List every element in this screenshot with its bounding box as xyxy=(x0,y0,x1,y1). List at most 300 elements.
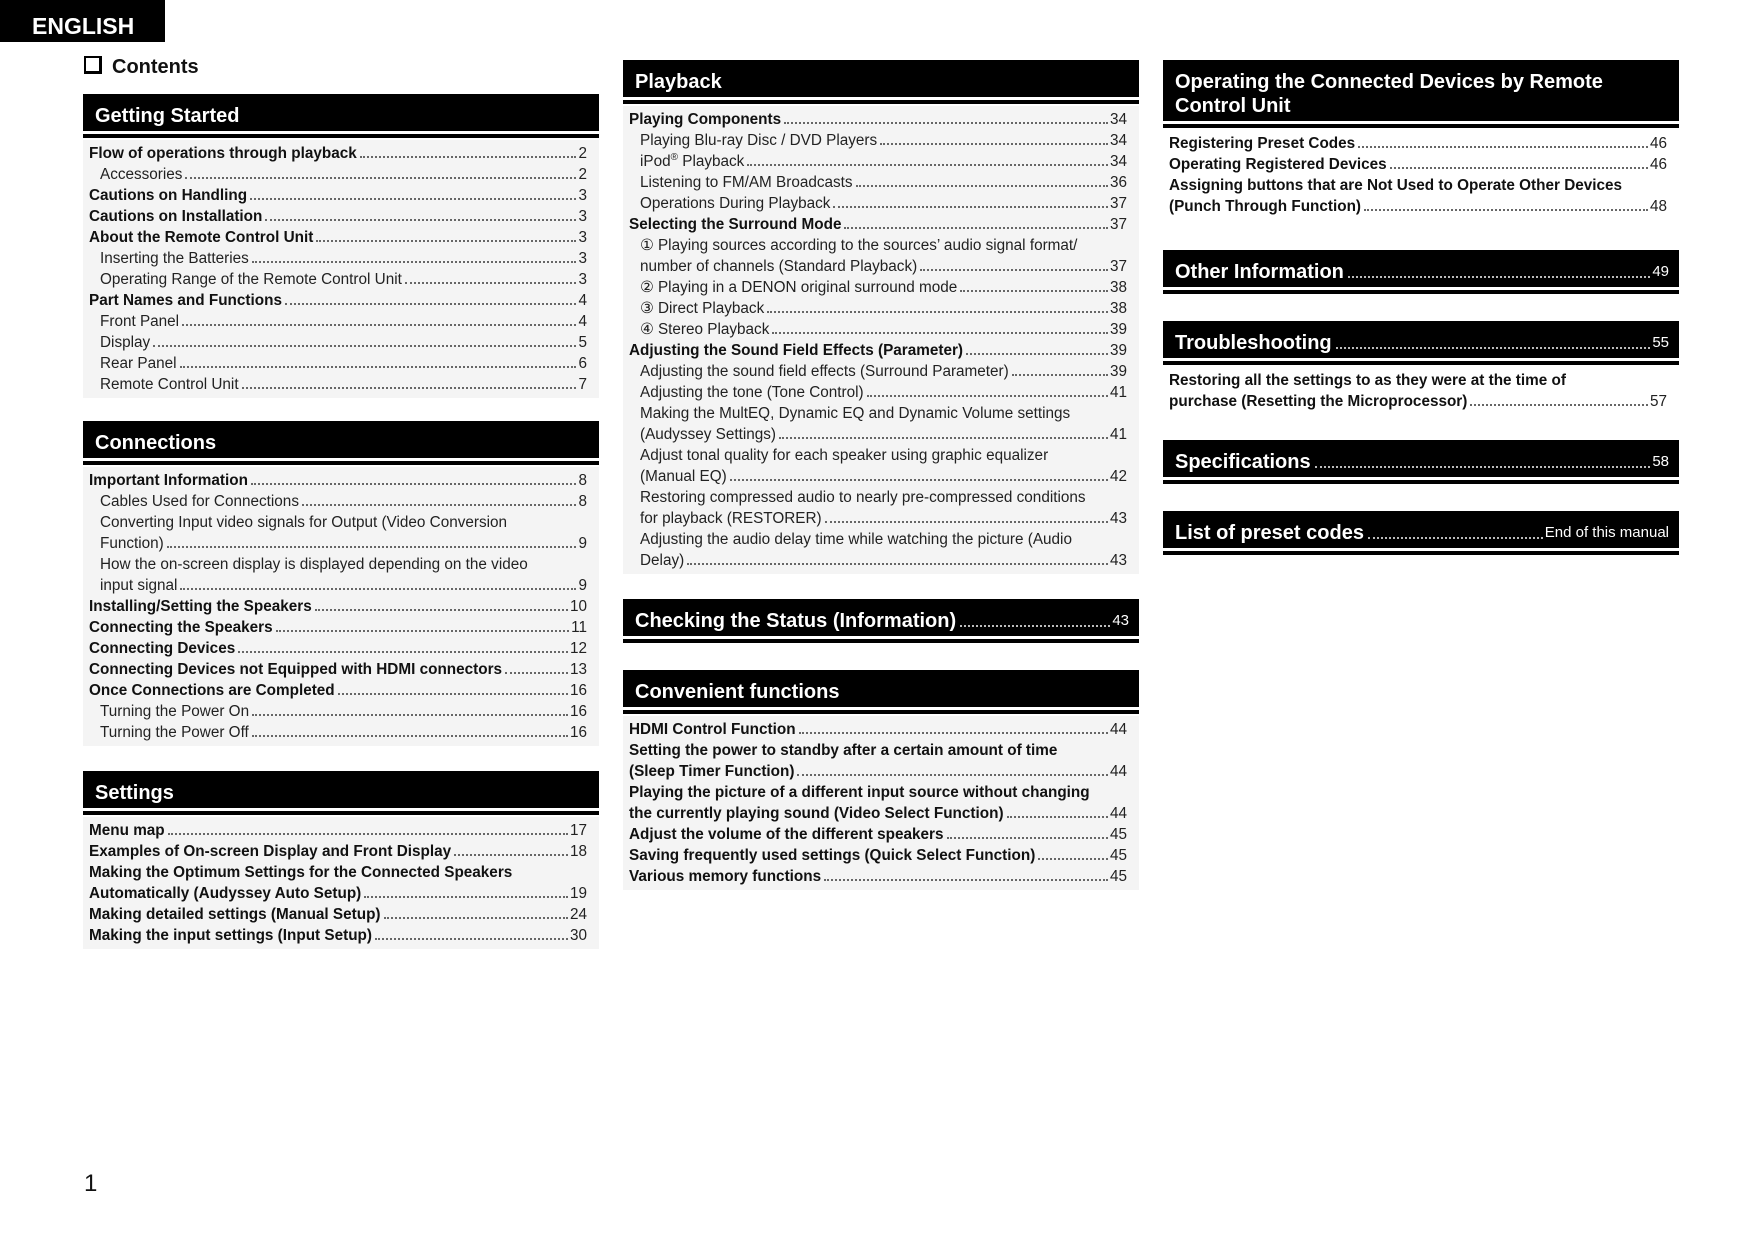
entry-label[interactable]: How the on-screen display is displayed depending on the video xyxy=(100,556,528,573)
toc-entry[interactable] xyxy=(629,214,1127,235)
header-rule xyxy=(83,461,599,465)
dot-leader xyxy=(316,240,576,242)
entry-page: 34 xyxy=(1109,111,1127,128)
toc-entry[interactable] xyxy=(89,533,587,554)
toc-entry[interactable] xyxy=(629,845,1127,866)
entry-label[interactable]: About the Remote Control Unit xyxy=(89,229,314,246)
section-page: End of this manual xyxy=(1544,524,1669,541)
entry-page: 17 xyxy=(569,822,587,839)
section-header[interactable] xyxy=(83,771,599,808)
section-header[interactable] xyxy=(623,599,1139,636)
entry-page: 2 xyxy=(578,145,587,162)
dot-leader xyxy=(1038,858,1108,860)
toc-section xyxy=(1163,60,1679,220)
entry-page: 46 xyxy=(1649,156,1667,173)
contents-title: Contents xyxy=(112,56,199,78)
entry-label[interactable]: HDMI Control Function xyxy=(629,721,796,738)
dot-leader xyxy=(779,437,1108,439)
entry-label[interactable]: Adjust tonal quality for each speaker using graphic equalizer xyxy=(640,447,1049,464)
toc-entry[interactable] xyxy=(89,332,587,353)
toc-entry[interactable] xyxy=(89,512,587,533)
toc-entry[interactable] xyxy=(629,466,1127,487)
toc-entry[interactable] xyxy=(1169,133,1667,154)
entry-page: 45 xyxy=(1109,826,1127,843)
entry-label[interactable]: Connecting the Speakers xyxy=(89,619,273,636)
toc-entry[interactable] xyxy=(629,761,1127,782)
entry-page: 4 xyxy=(578,292,587,309)
entry-page: 16 xyxy=(569,724,587,741)
entry-label[interactable]: ① Playing sources according to the sources’ audio signal format/ xyxy=(640,237,1078,254)
entry-page: 18 xyxy=(569,843,587,860)
toc-entry[interactable] xyxy=(629,508,1127,529)
entry-label[interactable]: (Punch Through Function) xyxy=(1169,198,1362,215)
dot-leader xyxy=(825,521,1108,523)
header-rule xyxy=(1163,124,1679,128)
toc-entry[interactable] xyxy=(89,227,587,248)
dot-leader xyxy=(252,261,577,263)
dot-leader xyxy=(867,395,1108,397)
dot-leader xyxy=(242,387,577,389)
toc-entry[interactable] xyxy=(1169,196,1667,217)
entry-page: 2 xyxy=(578,166,587,183)
dot-leader xyxy=(384,917,568,919)
dot-leader xyxy=(302,504,577,506)
dot-leader xyxy=(960,290,1108,292)
toc-section xyxy=(1163,321,1679,415)
dot-leader xyxy=(880,143,1108,145)
entry-label[interactable]: Connecting Devices xyxy=(89,640,236,657)
dot-leader xyxy=(364,896,568,898)
toc-entry[interactable] xyxy=(629,382,1127,403)
section-header[interactable] xyxy=(1163,250,1679,287)
toc-section xyxy=(1163,440,1679,484)
dot-leader xyxy=(238,651,568,653)
dot-leader xyxy=(375,938,568,940)
toc-entry[interactable] xyxy=(629,550,1127,571)
toc-entry[interactable] xyxy=(89,470,587,491)
entry-label[interactable]: for playback (RESTORER) xyxy=(640,510,822,527)
dot-leader xyxy=(1368,537,1543,539)
entry-label[interactable]: Menu map xyxy=(89,822,165,839)
dot-leader xyxy=(730,479,1108,481)
entry-page: 41 xyxy=(1109,426,1127,443)
entry-label[interactable]: ④ Stereo Playback xyxy=(640,321,770,338)
dot-leader xyxy=(180,366,577,368)
entry-label[interactable]: Connecting Devices not Equipped with HDMI connectors xyxy=(89,661,503,678)
entry-page: 43 xyxy=(1109,552,1127,569)
dot-leader xyxy=(338,693,568,695)
entry-page: 7 xyxy=(578,376,587,393)
toc-section xyxy=(83,771,599,949)
entry-page: 39 xyxy=(1109,321,1127,338)
toc-section xyxy=(623,60,1139,574)
entry-page: 39 xyxy=(1109,363,1127,380)
section-header[interactable] xyxy=(1163,60,1679,121)
entry-label[interactable]: Examples of On-screen Display and Front Display xyxy=(89,843,452,860)
checkbox-bullet-icon xyxy=(84,56,102,74)
entry-label[interactable]: Cautions on Handling xyxy=(89,187,248,204)
contents-heading xyxy=(84,56,199,79)
entry-label[interactable]: Display xyxy=(100,334,151,351)
section-entries xyxy=(623,106,1139,574)
dot-leader xyxy=(285,303,577,305)
toc-entry[interactable] xyxy=(89,269,587,290)
header-rule xyxy=(1163,480,1679,484)
toc-entry[interactable] xyxy=(629,130,1127,151)
entry-label[interactable]: Operations During Playback xyxy=(640,195,831,212)
toc-entry[interactable] xyxy=(629,740,1127,761)
entry-page: 6 xyxy=(578,355,587,372)
entry-label[interactable]: (Manual EQ) xyxy=(640,468,727,485)
entry-label[interactable]: Operating Range of the Remote Control Unit xyxy=(100,271,402,288)
entry-page: 3 xyxy=(578,187,587,204)
header-rule xyxy=(83,811,599,815)
section-page: 58 xyxy=(1652,453,1669,470)
toc-entry[interactable] xyxy=(629,109,1127,130)
toc-entry[interactable] xyxy=(89,185,587,206)
toc-section xyxy=(83,421,599,746)
section-header[interactable] xyxy=(1163,321,1679,358)
dot-leader xyxy=(947,837,1108,839)
entry-page: 46 xyxy=(1649,135,1667,152)
toc-section xyxy=(83,94,599,398)
toc-entry[interactable] xyxy=(1169,391,1667,412)
section-entries xyxy=(83,140,599,398)
dot-leader xyxy=(405,282,577,284)
toc-entry[interactable] xyxy=(89,491,587,512)
entry-label[interactable]: purchase (Resetting the Microprocessor) xyxy=(1169,393,1468,410)
section-page: 49 xyxy=(1652,263,1669,280)
toc-entry[interactable] xyxy=(629,824,1127,845)
entry-label[interactable]: input signal xyxy=(100,577,178,594)
toc-entry[interactable] xyxy=(629,256,1127,277)
entry-label[interactable]: Playing the picture of a different input source without changing xyxy=(629,784,1090,801)
entry-page: 12 xyxy=(569,640,587,657)
entry-page: 16 xyxy=(569,703,587,720)
header-rule xyxy=(1163,551,1679,555)
entry-label[interactable]: Making the input settings (Input Setup) xyxy=(89,927,372,944)
toc-entry[interactable] xyxy=(629,403,1127,424)
section-entries xyxy=(83,467,599,746)
section-title[interactable]: Troubleshooting xyxy=(1175,332,1332,354)
entry-label[interactable]: Adjusting the Sound Field Effects (Parameter) xyxy=(629,342,964,359)
toc-section xyxy=(623,670,1139,890)
entry-label[interactable]: Playing Blu-ray Disc / DVD Players xyxy=(640,132,878,149)
dot-leader xyxy=(1358,146,1648,148)
entry-page: 9 xyxy=(578,535,587,552)
dot-leader xyxy=(1390,167,1648,169)
entry-label[interactable]: Front Panel xyxy=(100,313,180,330)
dot-leader xyxy=(167,546,577,548)
toc-entry[interactable] xyxy=(629,151,1127,172)
toc-entry[interactable] xyxy=(89,722,587,743)
dot-leader xyxy=(265,219,576,221)
toc-section xyxy=(1163,511,1679,555)
entry-label[interactable]: ③ Direct Playback xyxy=(640,300,765,317)
entry-label[interactable]: (Sleep Timer Function) xyxy=(629,763,795,780)
toc-entry[interactable] xyxy=(629,340,1127,361)
dot-leader xyxy=(180,588,576,590)
toc-entry[interactable] xyxy=(629,866,1127,887)
section-title[interactable]: Checking the Status (Information) xyxy=(635,610,957,632)
entry-page: 34 xyxy=(1109,132,1127,149)
entry-label[interactable]: number of channels (Standard Playback) xyxy=(640,258,918,275)
dot-leader xyxy=(276,630,570,632)
entry-label[interactable]: Adjusting the sound field effects (Surround Parameter) xyxy=(640,363,1009,380)
entry-label[interactable]: (Audyssey Settings) xyxy=(640,426,777,443)
toc-entry[interactable] xyxy=(89,554,587,575)
section-title[interactable]: Convenient functions xyxy=(635,681,840,703)
section-title[interactable]: Other Information xyxy=(1175,261,1344,283)
entry-label[interactable]: Important Information xyxy=(89,472,248,489)
section-entries xyxy=(1163,130,1679,220)
section-title[interactable]: Settings xyxy=(95,782,174,804)
entry-page: 57 xyxy=(1649,393,1667,410)
section-title[interactable]: List of preset codes xyxy=(1175,522,1364,544)
toc-entry[interactable] xyxy=(89,638,587,659)
entry-page: 16 xyxy=(569,682,587,699)
entry-page: 42 xyxy=(1109,468,1127,485)
entry-page: 3 xyxy=(578,271,587,288)
toc-entry[interactable] xyxy=(89,680,587,701)
dot-leader xyxy=(824,879,1108,881)
toc-entry[interactable] xyxy=(89,701,587,722)
entry-page: 9 xyxy=(578,577,587,594)
entry-page: 45 xyxy=(1109,847,1127,864)
dot-leader xyxy=(250,198,576,200)
dot-leader xyxy=(1470,404,1648,406)
entry-label[interactable]: Adjust the volume of the different speakers xyxy=(629,826,944,843)
dot-leader xyxy=(966,353,1108,355)
toc-entry[interactable] xyxy=(89,617,587,638)
entry-label[interactable]: Restoring compressed audio to nearly pre-compressed conditions xyxy=(640,489,1086,506)
toc-entry[interactable] xyxy=(89,820,587,841)
section-title[interactable]: Connections xyxy=(95,432,217,454)
entry-label[interactable]: Rear Panel xyxy=(100,355,177,372)
dot-leader xyxy=(799,732,1108,734)
toc-entry[interactable] xyxy=(89,925,587,946)
section-header[interactable] xyxy=(623,60,1139,97)
dot-leader xyxy=(252,735,568,737)
entry-label[interactable]: Restoring all the settings to as they were at the time of xyxy=(1169,372,1566,389)
toc-entry[interactable] xyxy=(629,803,1127,824)
entry-label[interactable]: Making the MultEQ, Dynamic EQ and Dynamic Volume settings xyxy=(640,405,1071,422)
toc-entry[interactable] xyxy=(89,290,587,311)
entry-label[interactable]: the currently playing sound (Video Select Function) xyxy=(629,805,1004,822)
entry-label[interactable]: Playing Components xyxy=(629,111,782,128)
registered-mark: ® xyxy=(670,151,678,163)
dot-leader xyxy=(856,185,1108,187)
dot-leader xyxy=(505,672,568,674)
header-rule xyxy=(1163,361,1679,365)
entry-label[interactable]: Registering Preset Codes xyxy=(1169,135,1356,152)
dot-leader xyxy=(747,164,1108,166)
toc-entry[interactable] xyxy=(89,883,587,904)
header-rule xyxy=(1163,290,1679,294)
section-page: 43 xyxy=(1112,612,1129,629)
entry-page: 48 xyxy=(1649,198,1667,215)
entry-page: 19 xyxy=(569,885,587,902)
dot-leader xyxy=(1336,347,1651,349)
dot-leader xyxy=(360,156,577,158)
entry-label[interactable]: Accessories xyxy=(100,166,183,183)
dot-leader xyxy=(182,324,576,326)
toc-entry[interactable] xyxy=(89,596,587,617)
dot-leader xyxy=(687,563,1108,565)
header-rule xyxy=(623,639,1139,643)
header-rule xyxy=(623,710,1139,714)
dot-leader xyxy=(1315,466,1651,468)
entry-page: 10 xyxy=(569,598,587,615)
dot-leader xyxy=(1007,816,1108,818)
toc-entry[interactable] xyxy=(629,235,1127,256)
entry-page: 11 xyxy=(571,619,587,636)
entry-page: 39 xyxy=(1109,342,1127,359)
entry-page: 24 xyxy=(569,906,587,923)
toc-entry[interactable] xyxy=(629,719,1127,740)
section-page: 55 xyxy=(1652,334,1669,351)
entry-label[interactable]: iPod® Playback xyxy=(640,151,745,170)
entry-label[interactable]: Selecting the Surround Mode xyxy=(629,216,842,233)
toc-entry[interactable] xyxy=(629,298,1127,319)
entry-page: 44 xyxy=(1109,721,1127,738)
entry-page: 3 xyxy=(578,208,587,225)
section-title[interactable]: Specifications xyxy=(1175,451,1311,473)
toc-entry[interactable] xyxy=(89,659,587,680)
toc-entry[interactable] xyxy=(89,904,587,925)
toc-entry[interactable] xyxy=(629,782,1127,803)
entry-page: 8 xyxy=(578,472,587,489)
entry-label[interactable]: Saving frequently used settings (Quick Select Function) xyxy=(629,847,1036,864)
toc-entry[interactable] xyxy=(89,248,587,269)
dot-leader xyxy=(185,177,576,179)
section-header[interactable] xyxy=(1163,440,1679,477)
section-title[interactable]: Getting Started xyxy=(95,105,240,127)
entry-label[interactable]: ② Playing in a DENON original surround mode xyxy=(640,279,958,296)
toc-entry[interactable] xyxy=(89,374,587,395)
toc-entry[interactable] xyxy=(629,361,1127,382)
section-header[interactable] xyxy=(83,94,599,131)
section-header[interactable] xyxy=(83,421,599,458)
entry-label[interactable]: Operating Registered Devices xyxy=(1169,156,1387,173)
toc-entry[interactable] xyxy=(1169,175,1667,196)
entry-label[interactable]: Installing/Setting the Speakers xyxy=(89,598,312,615)
toc-entry[interactable] xyxy=(89,841,587,862)
dot-leader xyxy=(1364,209,1648,211)
section-title[interactable]: Playback xyxy=(635,71,722,93)
entry-page: 43 xyxy=(1109,510,1127,527)
page-number: 1 xyxy=(84,1170,98,1197)
entry-label[interactable]: Cautions on Installation xyxy=(89,208,263,225)
dot-leader xyxy=(797,774,1108,776)
entry-label[interactable]: Adjusting the audio delay time while watching the picture (Audio xyxy=(640,531,1072,548)
toc-entry[interactable] xyxy=(629,487,1127,508)
section-header[interactable] xyxy=(1163,511,1679,548)
entry-label[interactable]: Converting Input video signals for Output (Video Conversion xyxy=(100,514,508,531)
entry-page: 3 xyxy=(578,229,587,246)
section-entries xyxy=(83,817,599,949)
entry-label[interactable]: Listening to FM/AM Broadcasts xyxy=(640,174,853,191)
entry-label[interactable]: Function) xyxy=(100,535,164,552)
entry-label[interactable]: Part Names and Functions xyxy=(89,292,282,309)
entry-label[interactable]: Setting the power to standby after a certain amount of time xyxy=(629,742,1058,759)
entry-page: 38 xyxy=(1109,300,1127,317)
toc-entry[interactable] xyxy=(1169,370,1667,391)
entry-page: 44 xyxy=(1109,763,1127,780)
toc-entry[interactable] xyxy=(89,575,587,596)
toc-entry[interactable] xyxy=(1169,154,1667,175)
entry-label[interactable]: Adjusting the tone (Tone Control) xyxy=(640,384,864,401)
section-header[interactable] xyxy=(623,670,1139,707)
dot-leader xyxy=(844,227,1108,229)
entry-label[interactable]: Various memory functions xyxy=(629,868,822,885)
dot-leader xyxy=(1348,276,1650,278)
toc-entry[interactable] xyxy=(629,277,1127,298)
entry-page: 13 xyxy=(569,661,587,678)
section-title[interactable]: Operating the Connected Devices by Remote Control Unit xyxy=(1175,71,1603,117)
dot-leader xyxy=(251,483,577,485)
entry-label[interactable]: Inserting the Batteries xyxy=(100,250,249,267)
header-rule xyxy=(83,134,599,138)
entry-page: 34 xyxy=(1109,153,1127,170)
entry-label[interactable]: Assigning buttons that are Not Used to Operate Other Devices xyxy=(1169,177,1623,194)
entry-label[interactable]: Automatically (Audyssey Auto Setup) xyxy=(89,885,362,902)
toc-entry[interactable] xyxy=(89,862,587,883)
toc-entry[interactable] xyxy=(629,424,1127,445)
toc-entry[interactable] xyxy=(629,319,1127,340)
dot-leader xyxy=(772,332,1108,334)
entry-page: 30 xyxy=(569,927,587,944)
entry-page: 44 xyxy=(1109,805,1127,822)
entry-label[interactable]: Delay) xyxy=(640,552,685,569)
entry-label[interactable]: Once Connections are Completed xyxy=(89,682,335,699)
dot-leader xyxy=(960,625,1110,627)
dot-leader xyxy=(767,311,1108,313)
entry-label[interactable]: Remote Control Unit xyxy=(100,376,239,393)
entry-label[interactable]: Cables Used for Connections xyxy=(100,493,299,510)
entry-page: 8 xyxy=(578,493,587,510)
dot-leader xyxy=(168,833,568,835)
entry-label[interactable]: Turning the Power On xyxy=(100,703,250,720)
toc-entry[interactable] xyxy=(89,143,587,164)
entry-page: 3 xyxy=(578,250,587,267)
toc-section xyxy=(623,599,1139,643)
entry-page: 37 xyxy=(1109,195,1127,212)
section-entries xyxy=(1163,367,1679,415)
entry-page: 36 xyxy=(1109,174,1127,191)
entry-label[interactable]: Flow of operations through playback xyxy=(89,145,357,162)
dot-leader xyxy=(833,206,1108,208)
toc-entry[interactable] xyxy=(89,311,587,332)
toc-entry[interactable] xyxy=(89,206,587,227)
entry-page: 4 xyxy=(578,313,587,330)
dot-leader xyxy=(315,609,568,611)
toc-entry[interactable] xyxy=(629,172,1127,193)
entry-page: 38 xyxy=(1109,279,1127,296)
language-tab: ENGLISH xyxy=(0,0,165,42)
dot-leader xyxy=(920,269,1108,271)
entry-label[interactable]: Making detailed settings (Manual Setup) xyxy=(89,906,381,923)
toc-section xyxy=(1163,250,1679,294)
entry-label[interactable]: Turning the Power Off xyxy=(100,724,249,741)
entry-page: 5 xyxy=(578,334,587,351)
toc-entry[interactable] xyxy=(629,445,1127,466)
toc-entry[interactable] xyxy=(629,193,1127,214)
toc-entry[interactable] xyxy=(89,353,587,374)
entry-label[interactable]: Making the Optimum Settings for the Connected Speakers xyxy=(89,864,513,881)
toc-entry[interactable] xyxy=(629,529,1127,550)
toc-entry[interactable] xyxy=(89,164,587,185)
